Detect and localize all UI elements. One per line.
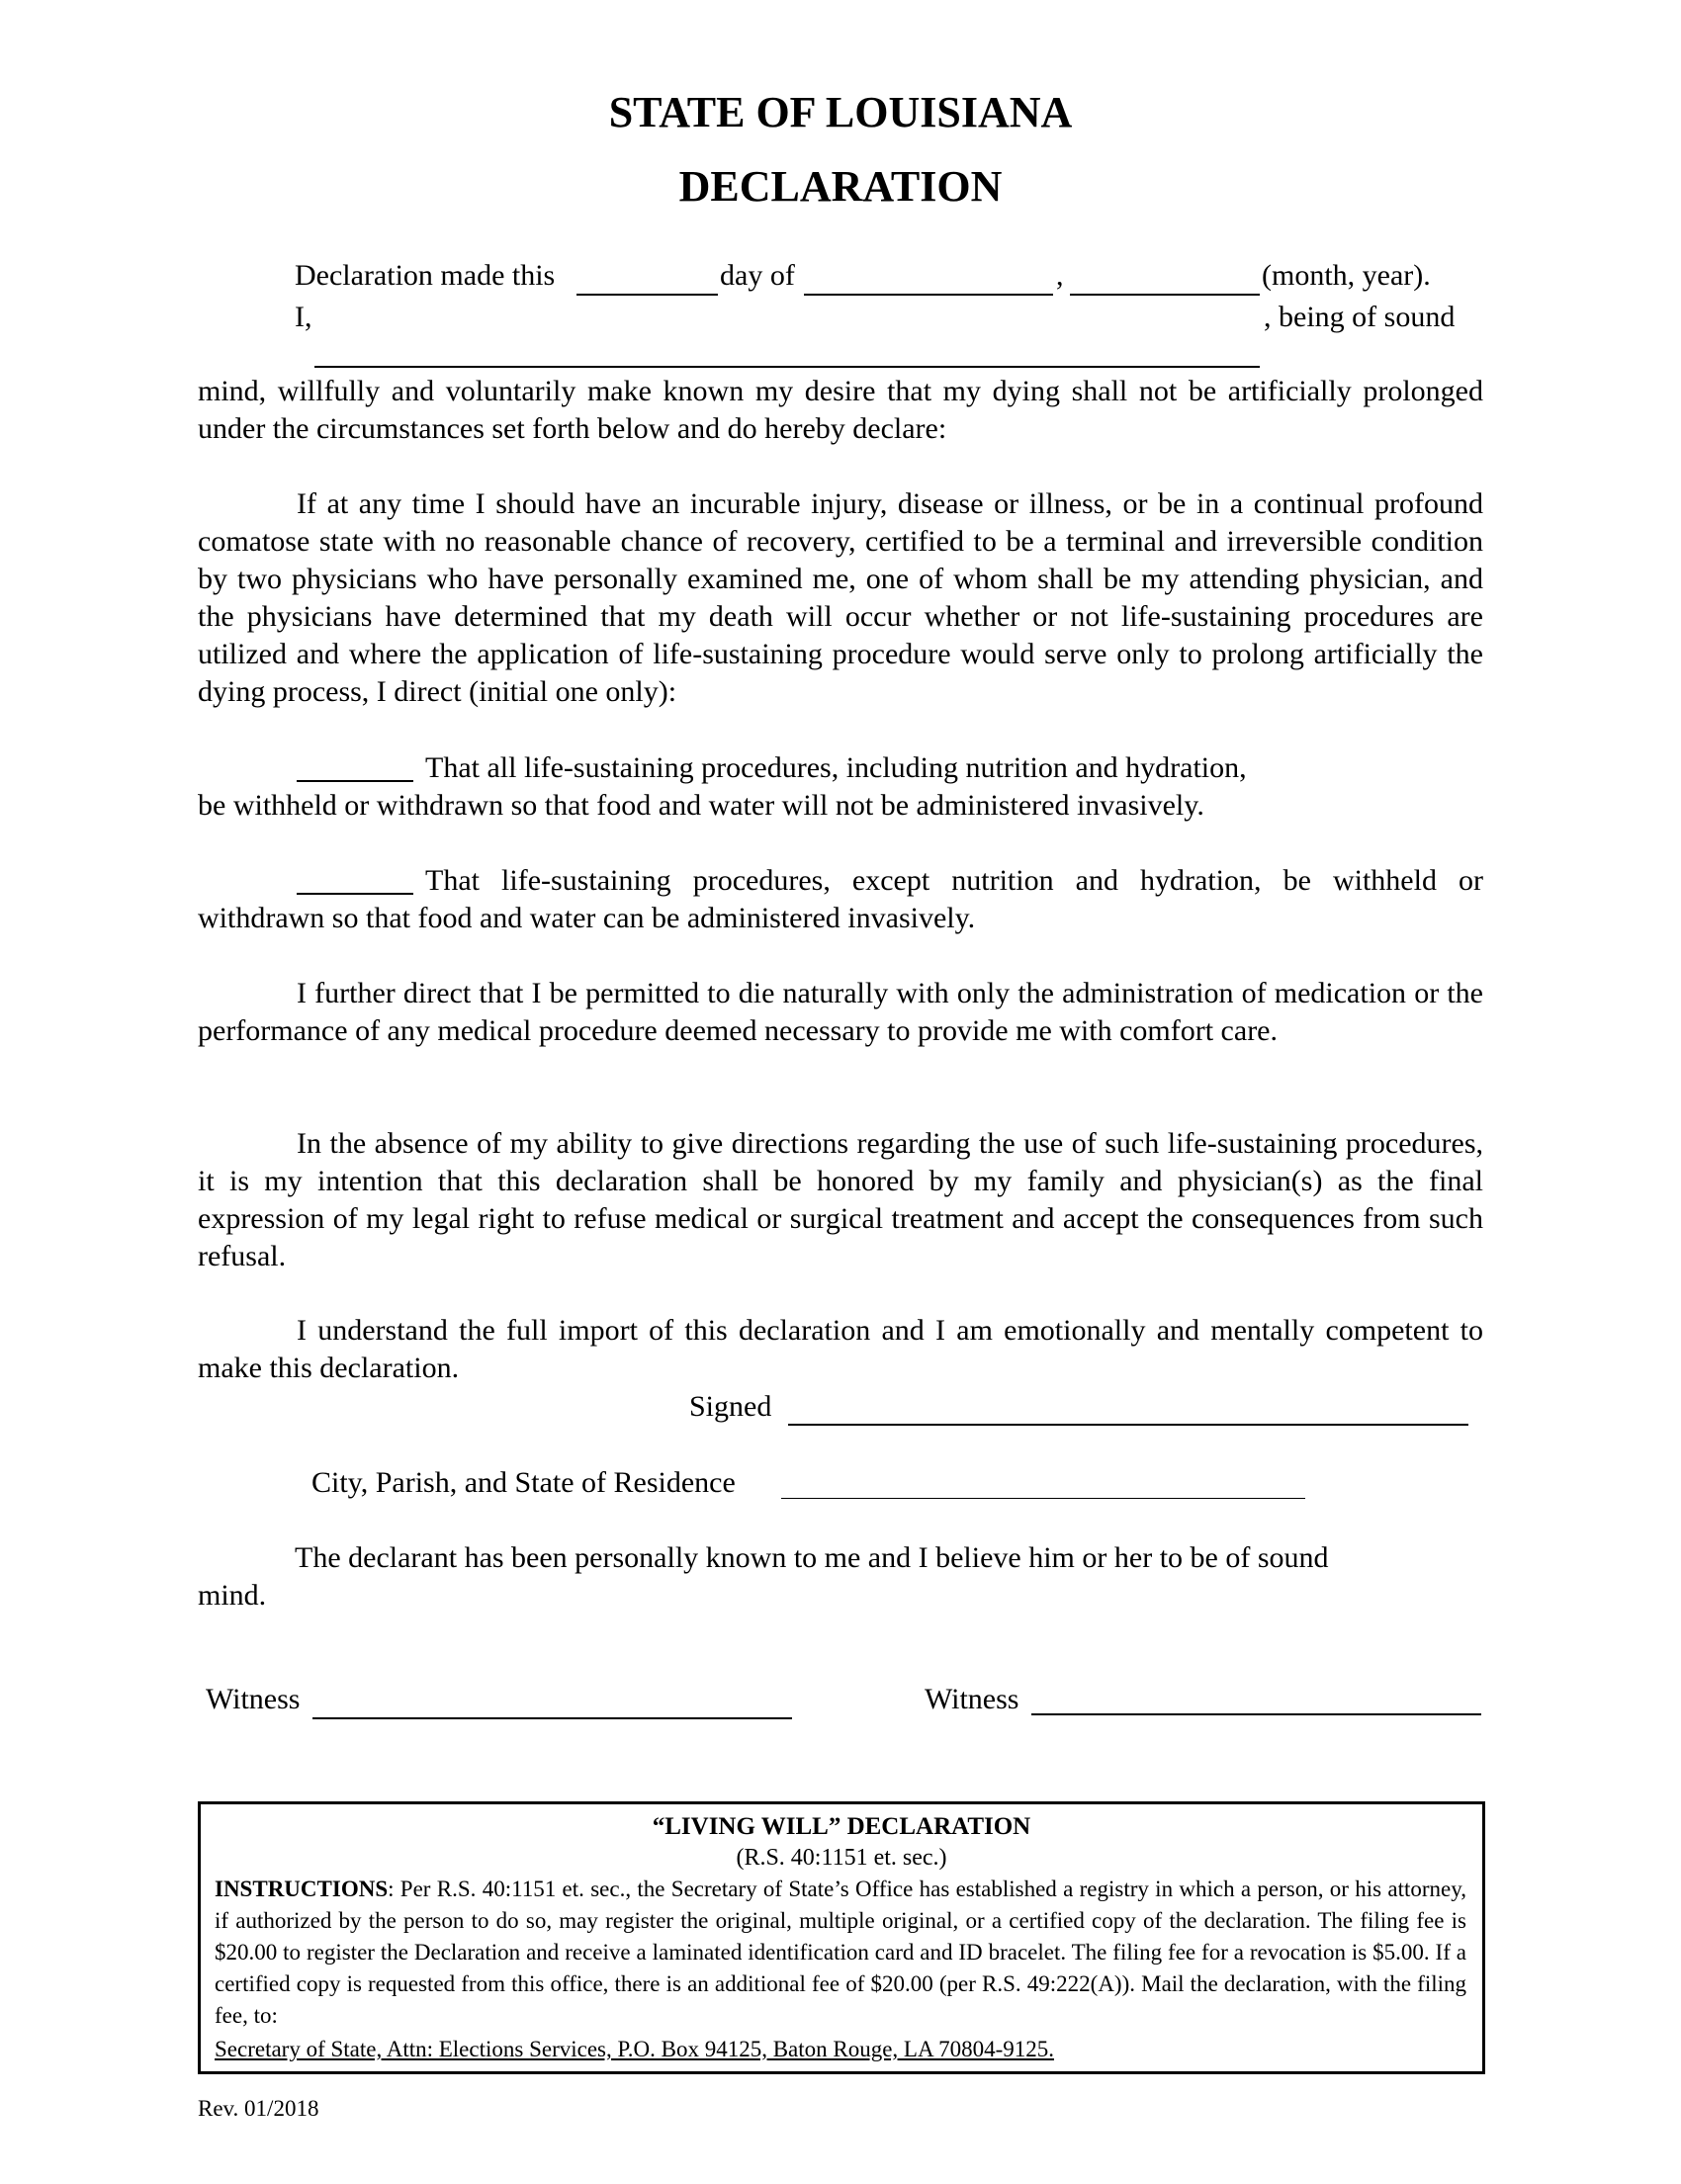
i-label: I,	[295, 301, 312, 333]
residence-field[interactable]	[781, 1498, 1305, 1499]
understand-paragraph: I understand the full import of this declaration and I am emotionally and mentally competent to make this declaration.	[198, 1314, 1483, 1384]
conditions-paragraph: If at any time I should have an incurable injury, disease or illness, or be in a continual profound comatose state with no reasonable chance of recovery, certified to be a terminal and irreversible condition by two physicians who have personally examined me, one of whom shall be my attending physician, and the physicians have determined that my death will occur whether or not life-sustaining procedures are utilized and where the application of life-sustaining procedure would serve only to prolong artificially the dying process, I direct (initial one only):	[198, 487, 1483, 708]
witness-1-label: Witness	[206, 1683, 301, 1715]
instructions-box	[198, 1801, 1485, 2074]
being-of-sound-label: , being of sound	[1264, 301, 1456, 333]
declarant-name-field[interactable]	[314, 366, 1260, 368]
mind-paragraph: mind, willfully and voluntarily make known my desire that my dying shall not be artificially prolonged under the circumstances set forth below and do hereby declare:	[198, 375, 1483, 445]
signed-label: Signed	[689, 1390, 772, 1423]
instructions-heading: “LIVING WILL” DECLARATION	[652, 1813, 1031, 1840]
absence-paragraph: In the absence of my ability to give directions regarding the use of such life-sustaining procedures, it is my intention that this declaration shall be honored by my family and physician(s) as the final expression of my legal right to refuse medical or surgical treatment and accept the consequences from such refusal.	[198, 1127, 1483, 1272]
instructions-address: Secretary of State, Attn: Elections Services, P.O. Box 94125, Baton Rouge, LA 70804-9125.	[215, 2037, 1054, 2061]
declarant-known-text-second: mind.	[198, 1579, 267, 1612]
year-field[interactable]	[1070, 294, 1260, 296]
comma-separator: ,	[1056, 259, 1064, 292]
witness-1-field[interactable]	[312, 1717, 792, 1719]
option-2-text: That life-sustaining procedures, except nutrition and hydration, be withheld or withdrawn so that food and water can be administered invasively.	[198, 864, 1483, 934]
day-of-label: day of	[720, 259, 795, 292]
instructions-body: : Per R.S. 40:1151 et. sec., the Secretary of State’s Office has established a registry in which a person, or his attorney, if authorized by the person to do so, may register the original, multiple original, or a certified copy of the declaration. The filing fee is $20.00 to register the Declaration and receive a laminated identification card and ID bracelet. The filing fee for a revocation is $5.00. If a certified copy is requested from this office, there is an additional fee of $20.00 (per R.S. 49:222(A)). Mail the declaration, with the filing fee, to:	[215, 1877, 1466, 2028]
further-direct-paragraph: I further direct that I be permitted to die naturally with only the administration of medication or the performance of any medical procedure deemed necessary to provide me with comfort care.	[198, 977, 1483, 1047]
instructions-statute: (R.S. 40:1151 et. sec.)	[736, 1845, 947, 1871]
declaration-made-this-label: Declaration made this	[295, 259, 556, 292]
declarant-known-text-first: The declarant has been personally known to me and I believe him or her to be of sound	[295, 1541, 1329, 1574]
day-field[interactable]	[576, 294, 718, 296]
instructions-text	[215, 1874, 1466, 2032]
month-field[interactable]	[804, 294, 1053, 296]
option-1-text-second: be withheld or withdrawn so that food and water will not be administered invasively.	[198, 789, 1204, 822]
residence-label: City, Parish, and State of Residence	[311, 1466, 736, 1499]
instructions-label: INSTRUCTIONS	[215, 1877, 389, 1901]
month-year-label: (month, year).	[1262, 259, 1431, 292]
title-declaration: DECLARATION	[678, 162, 1003, 211]
signature-field[interactable]	[788, 1424, 1468, 1426]
witness-2-field[interactable]	[1031, 1713, 1481, 1715]
title-state: STATE OF LOUISIANA	[608, 88, 1073, 136]
option-1-text-first: That all life-sustaining procedures, including nutrition and hydration,	[425, 751, 1247, 784]
option-1-initial-field[interactable]	[297, 780, 413, 782]
witness-2-label: Witness	[925, 1683, 1019, 1715]
revision-label: Rev. 01/2018	[198, 2096, 319, 2121]
